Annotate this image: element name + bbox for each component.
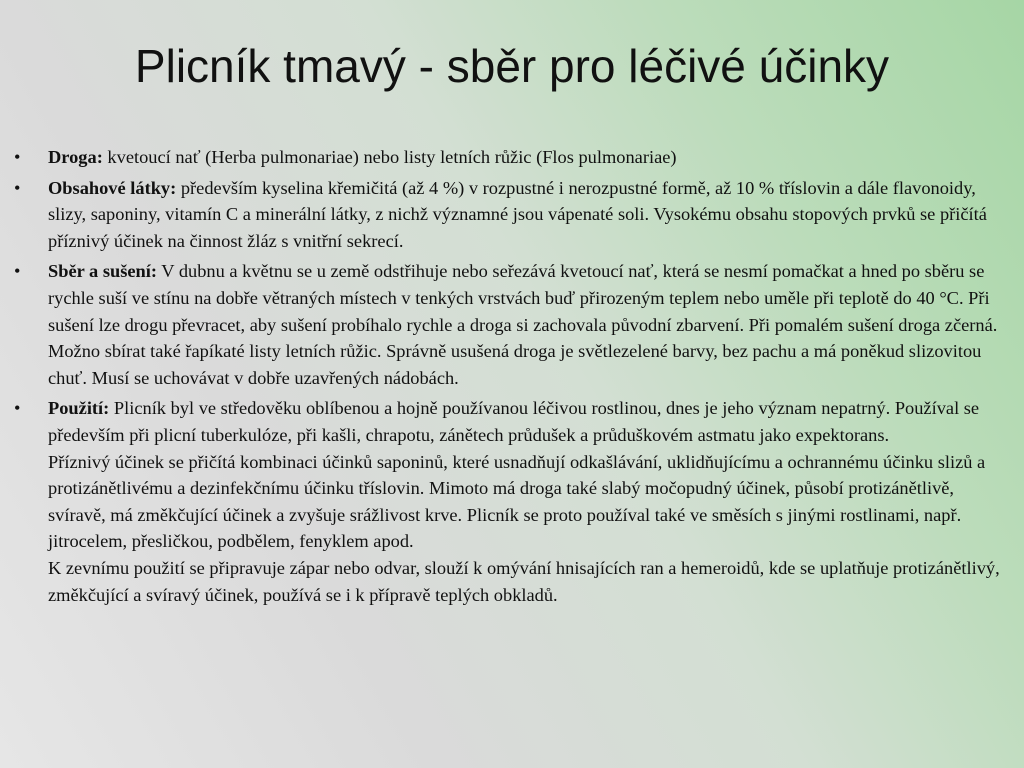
bullet-icon: • [14,261,21,282]
item-text: především kyselina křemičitá (až 4 %) v rozpustné i nerozpustné formě, až 10 % tříslovin a dále flavonoidy, slizy, saponiny, vitamín C a minerální látky, z nichž významné jsou vápenaté soli. Vysokému obsahu stopových prvků se přičítá příznivý účinek na činnost žláz s vnitřní sekrecí. [48,177,987,251]
list-item-pouziti [14,395,1010,608]
item-label: Použití: [48,398,110,419]
bullet-icon: • [14,398,21,419]
item-label: Obsahové látky: [48,177,177,198]
bullet-icon: • [14,177,21,198]
item-text: Plicník byl ve středověku oblíbenou a hojně používanou léčivou rostlinou, dnes je jeho význam nepatrný. Používal se především při plicní tuberkulóze, při kašli, chrapotu, zánětech průdušek a průduškovém astmatu jako expektorans. [48,398,980,445]
item-text: V dubnu a květnu se u země odstřihuje nebo seřezává kvetoucí nať, která se nesmí pomačkat a hned po sběru se rychle suší ve stínu na dobře větraných místech v tenkých vrstvách buď přirozeným teplem nebo uměle při teplotě do 40 °C. Při sušení lze drogu převracet, aby sušení probíhalo rychle a droga si zachovala původní zbarvení. Při pomalém sušení droga zčerná. Možno sbírat také řapíkaté listy letních růžic. Správně usušená droga je světlezelené barvy, bez pachu a má poněkud slizovitou chuť. Musí se uchovávat v dobře uzavřených nádobách. [48,261,998,388]
bullet-list [14,144,1010,612]
bullet-icon: • [14,147,21,167]
slide-title: Plicník tmavý - sběr pro léčivé účinky [134,40,890,92]
item-paragraph: K zevnímu použití se připravuje zápar nebo odvar, slouží k omývání hnisajících ran a hemeroidů, kde se uplatňuje protizánětlivý, změkčující a svíravý účinek, používá se i k přípravě teplých obkladů. [48,557,1000,605]
item-label: Sběr a sušení: [48,261,158,282]
list-item-droga [14,144,1010,171]
item-label: Droga: [48,147,103,167]
item-text: kvetoucí nať (Herba pulmonariae) nebo listy letních růžic (Flos pulmonariae) [102,147,677,167]
list-item-obsahove-latky [14,175,1010,255]
item-paragraph: Příznivý účinek se přičítá kombinaci účinků saponinů, které usnadňují odkašlávání, uklidňujícímu a ochrannému účinku slizů a protizánětlivému a dezinfekčnímu účinku tříslovin. Mimoto má droga také slabý močopudný účinek, působí protizánětlivě, svíravě, má změkčující účinek a zvyšuje srážlivost krve. Plicník se proto používal také ve směsích s jinými rostlinami, např. jitrocelem, přesličkou, podbělem, fenyklem apod. [48,451,986,552]
list-item-sber-a-suseni [14,258,1010,391]
